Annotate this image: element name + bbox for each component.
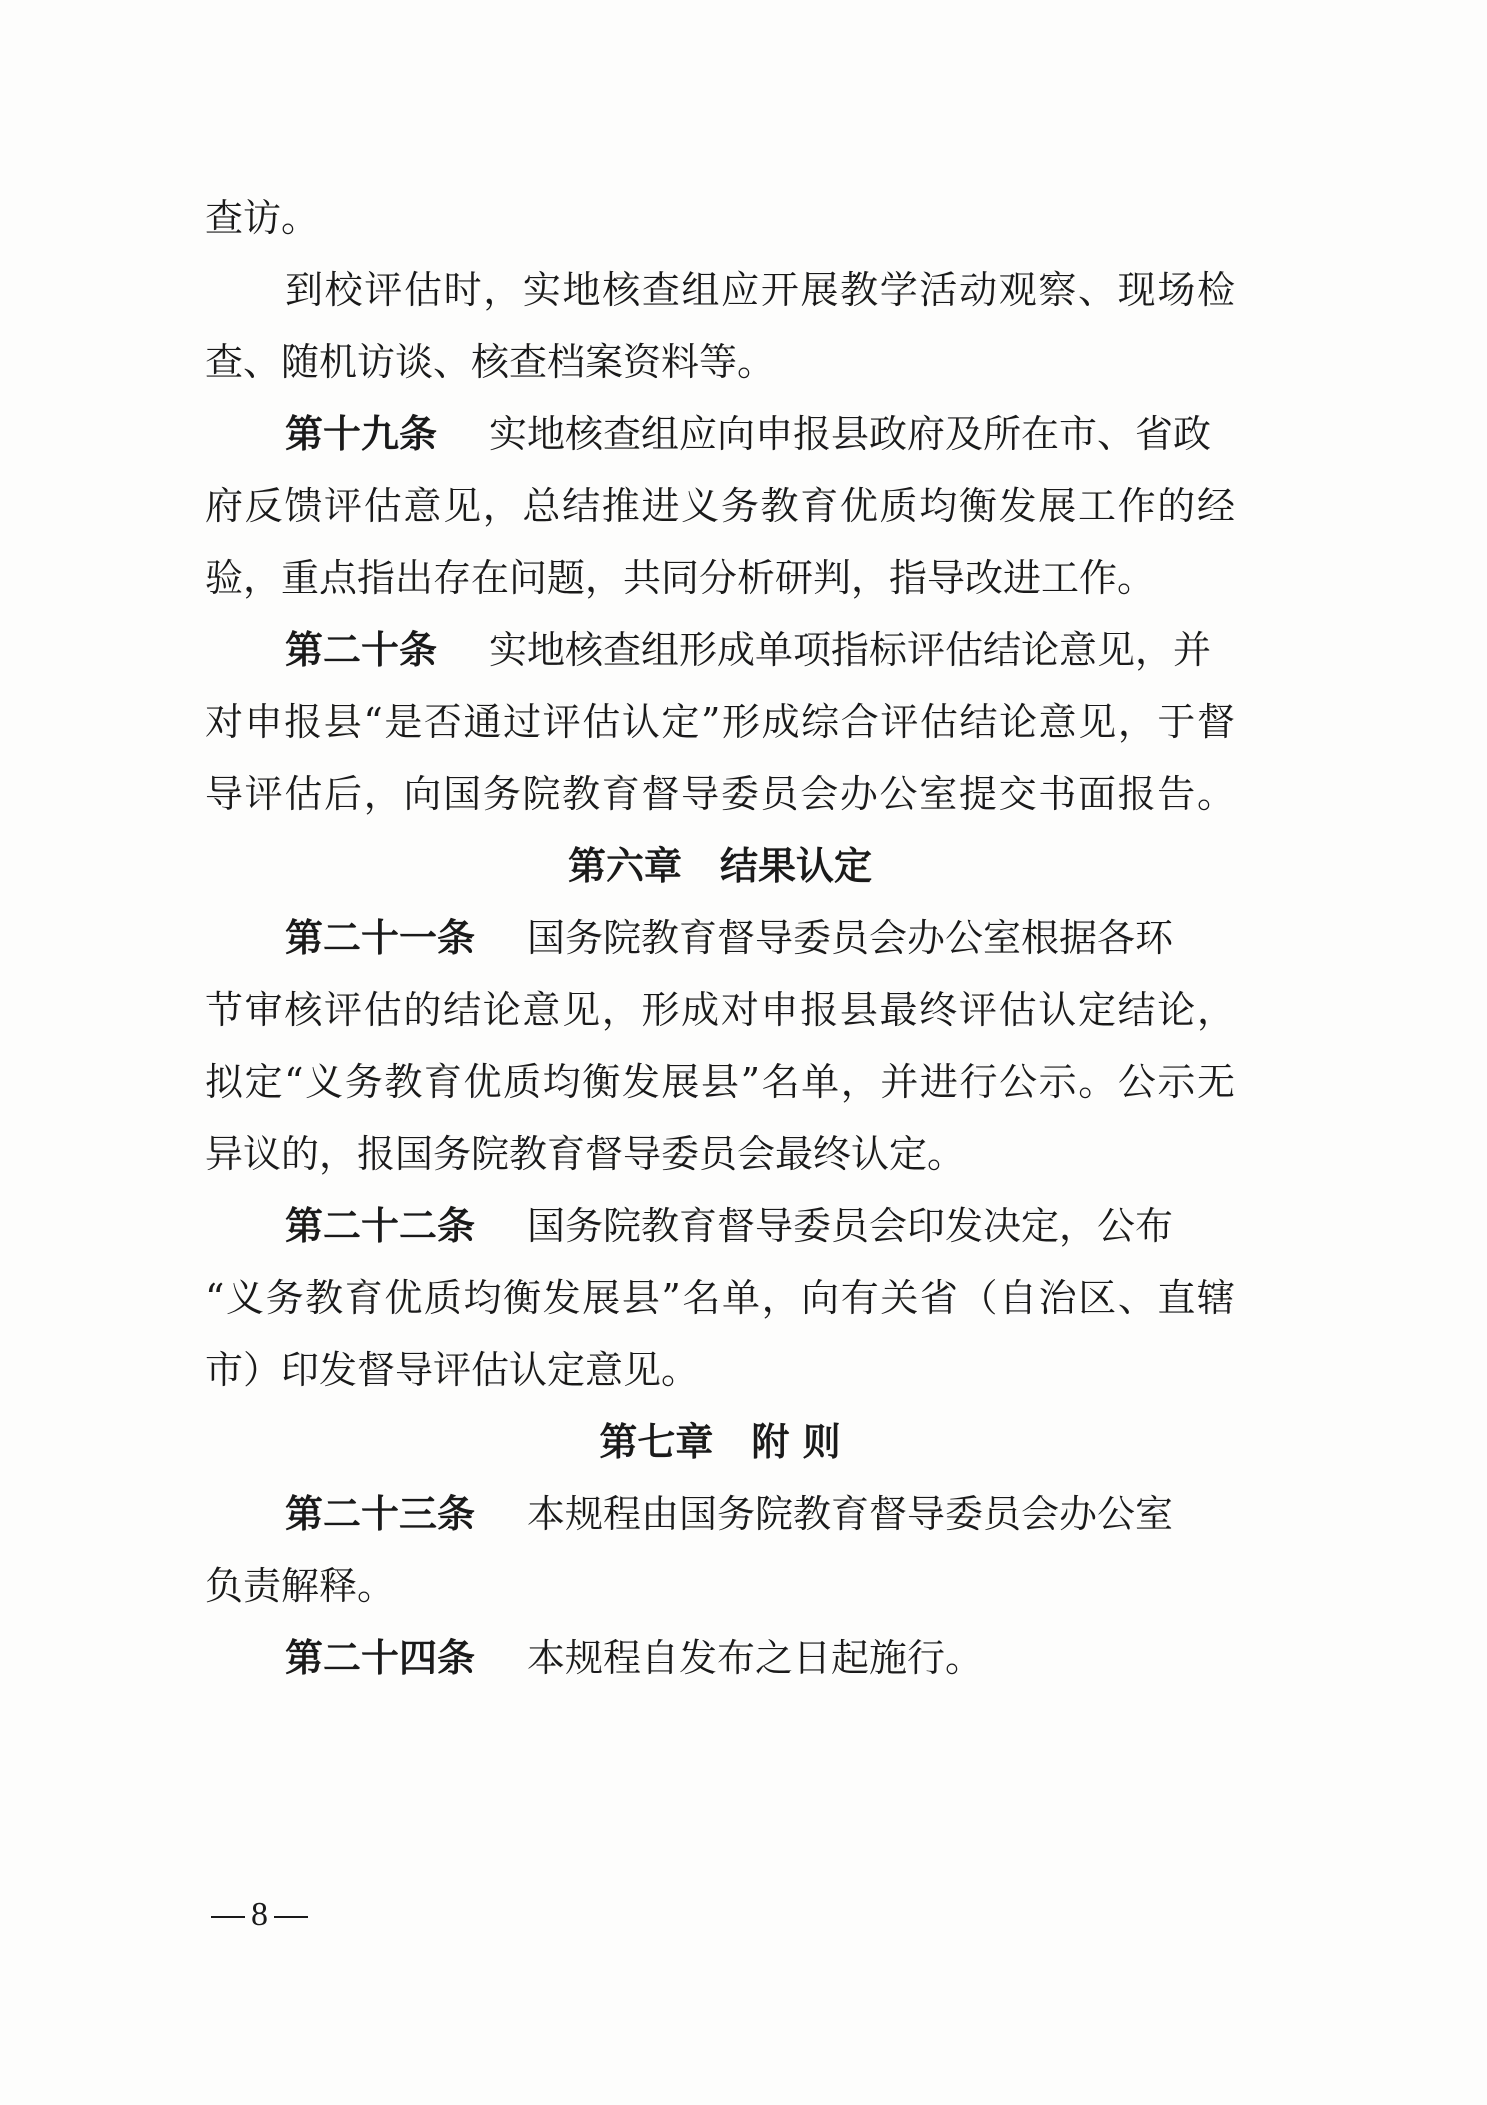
article-label: 第二十条 <box>285 628 438 672</box>
chapter-title: 附 则 <box>751 1420 841 1464</box>
text-line: 拟定“义务教育优质均衡发展县”名单，并进行公示。公示无 <box>205 1060 1235 1104</box>
text-line: “义务教育优质均衡发展县”名单，向有关省（自治区、直辖 <box>205 1276 1235 1320</box>
chapter-heading-7 <box>205 1414 1235 1470</box>
dash-right <box>274 1916 308 1918</box>
text-line: 节审核评估的结论意见，形成对申报县最终评估认定结论， <box>205 988 1235 1032</box>
chapter-heading-6 <box>205 838 1235 894</box>
article-label: 第二十一条 <box>285 916 476 960</box>
text-line: 市）印发督导评估认定意见。 <box>205 1348 700 1392</box>
article-label: 第二十四条 <box>285 1636 476 1680</box>
article-21 <box>285 910 1235 966</box>
text-line: 查访。 <box>205 196 320 240</box>
article-text: 实地核查组形成单项指标评估结论意见，并 <box>489 628 1212 672</box>
article-text: 实地核查组应向申报县政府及所在市、省政 <box>489 412 1212 456</box>
article-text: 本规程自发布之日起施行。 <box>527 1636 984 1680</box>
article-19 <box>285 406 1235 462</box>
page-number <box>205 1890 314 1940</box>
chapter-number: 第六章 <box>567 844 682 888</box>
dash-left <box>211 1916 245 1918</box>
article-label: 第二十三条 <box>285 1492 476 1536</box>
text-line: 到校评估时，实地核查组应开展教学活动观察、现场检 <box>285 268 1235 312</box>
article-text: 国务院教育督导委员会办公室根据各环 <box>527 916 1174 960</box>
page-number-value: 8 <box>251 1896 268 1933</box>
article-text: 国务院教育督导委员会印发决定，公布 <box>527 1204 1174 1248</box>
article-22 <box>285 1198 1235 1254</box>
article-20 <box>285 622 1235 678</box>
text-line: 查、随机访谈、核查档案资料等。 <box>205 340 776 384</box>
article-text: 本规程由国务院教育督导委员会办公室 <box>527 1492 1174 1536</box>
article-label: 第十九条 <box>285 412 438 456</box>
text-line: 对申报县“是否通过评估认定”形成综合评估结论意见，于督 <box>205 700 1235 744</box>
article-23 <box>285 1486 1235 1542</box>
article-24 <box>285 1630 1235 1686</box>
text-line: 府反馈评估意见，总结推进义务教育优质均衡发展工作的经 <box>205 484 1235 528</box>
text-line: 异议的，报国务院教育督导委员会最终认定。 <box>205 1132 966 1176</box>
text-line: 导评估后，向国务院教育督导委员会办公室提交书面报告。 <box>205 772 1235 816</box>
text-line: 负责解释。 <box>205 1564 396 1608</box>
chapter-number: 第七章 <box>599 1420 714 1464</box>
text-line: 验，重点指出存在问题，共同分析研判，指导改进工作。 <box>205 556 1156 600</box>
article-label: 第二十二条 <box>285 1204 476 1248</box>
chapter-title: 结果认定 <box>720 844 873 888</box>
